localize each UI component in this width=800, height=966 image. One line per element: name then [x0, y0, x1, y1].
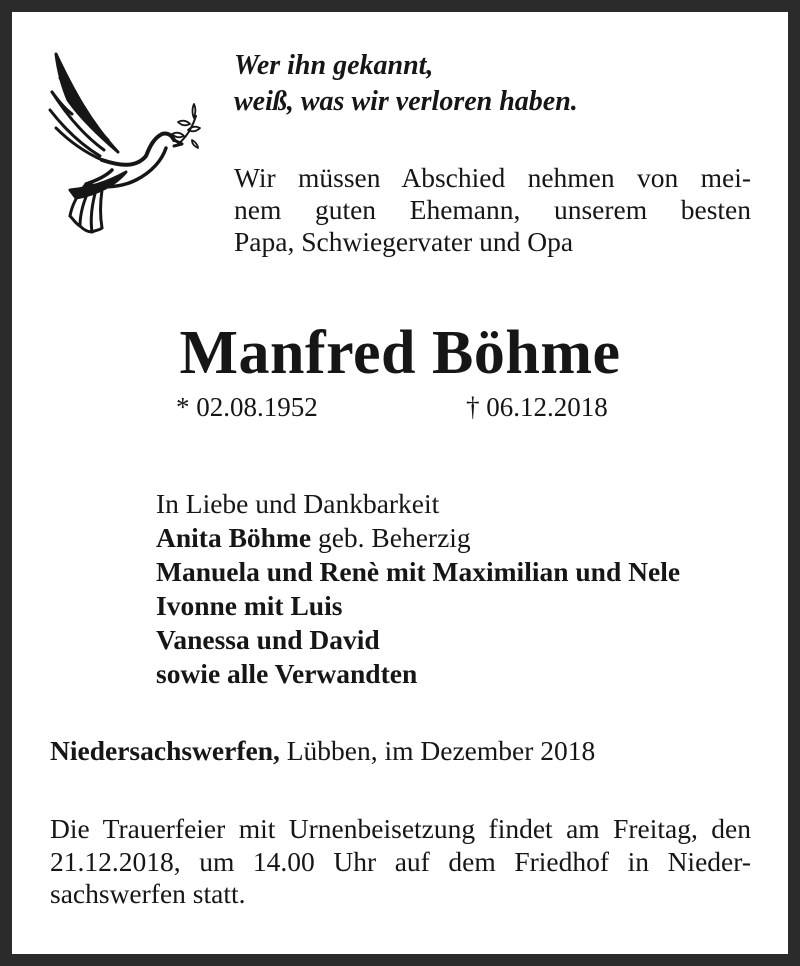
intro-line-2: nem guten Ehemann, unserem besten [234, 194, 751, 225]
motto-line-2: weiß, was wir verloren haben. [234, 86, 578, 117]
intro-line-1: Wir müssen Abschied nehmen von mei- [234, 162, 751, 193]
place-primary: Niedersachswerfen, [50, 735, 280, 766]
death-date: † 06.12.2018 [466, 392, 608, 422]
signature-line-4: Ivonne mit Luis [156, 590, 343, 621]
place-date-line [50, 735, 595, 767]
dove-with-olive-branch-icon [46, 48, 202, 238]
wife-maiden-name: geb. Beherzig [311, 522, 471, 553]
signature-line-3: Manuela und Renè mit Maximilian und Nele [156, 556, 681, 587]
ceremony-line-3: sachswerfen statt. [50, 878, 246, 909]
birth-date: * 02.08.1952 [176, 392, 318, 422]
ceremony-line-2: 21.12.2018, um 14.00 Uhr auf dem Friedhof in Nieder- [50, 845, 751, 877]
signature-line-6: sowie alle Verwandten [156, 658, 418, 689]
signature-intro: In Liebe und Dankbarkeit [156, 488, 440, 519]
signature-wife [156, 521, 471, 555]
motto-line-1: Wer ihn gekannt, [234, 50, 434, 81]
wife-name: Anita Böhme [156, 522, 312, 553]
place-rest: Lübben, im Dezember 2018 [279, 735, 596, 766]
deceased-name: Manfred Böhme [179, 319, 621, 387]
signature-line-5: Vanessa und David [156, 624, 380, 655]
ceremony-line-1: Die Trauerfeier mit Urnenbeisetzung findet am Freitag, den [50, 813, 751, 844]
ceremony-text [50, 813, 751, 911]
intro-line-3: Papa, Schwiegervater und Opa [234, 226, 574, 257]
intro-text [234, 162, 751, 258]
